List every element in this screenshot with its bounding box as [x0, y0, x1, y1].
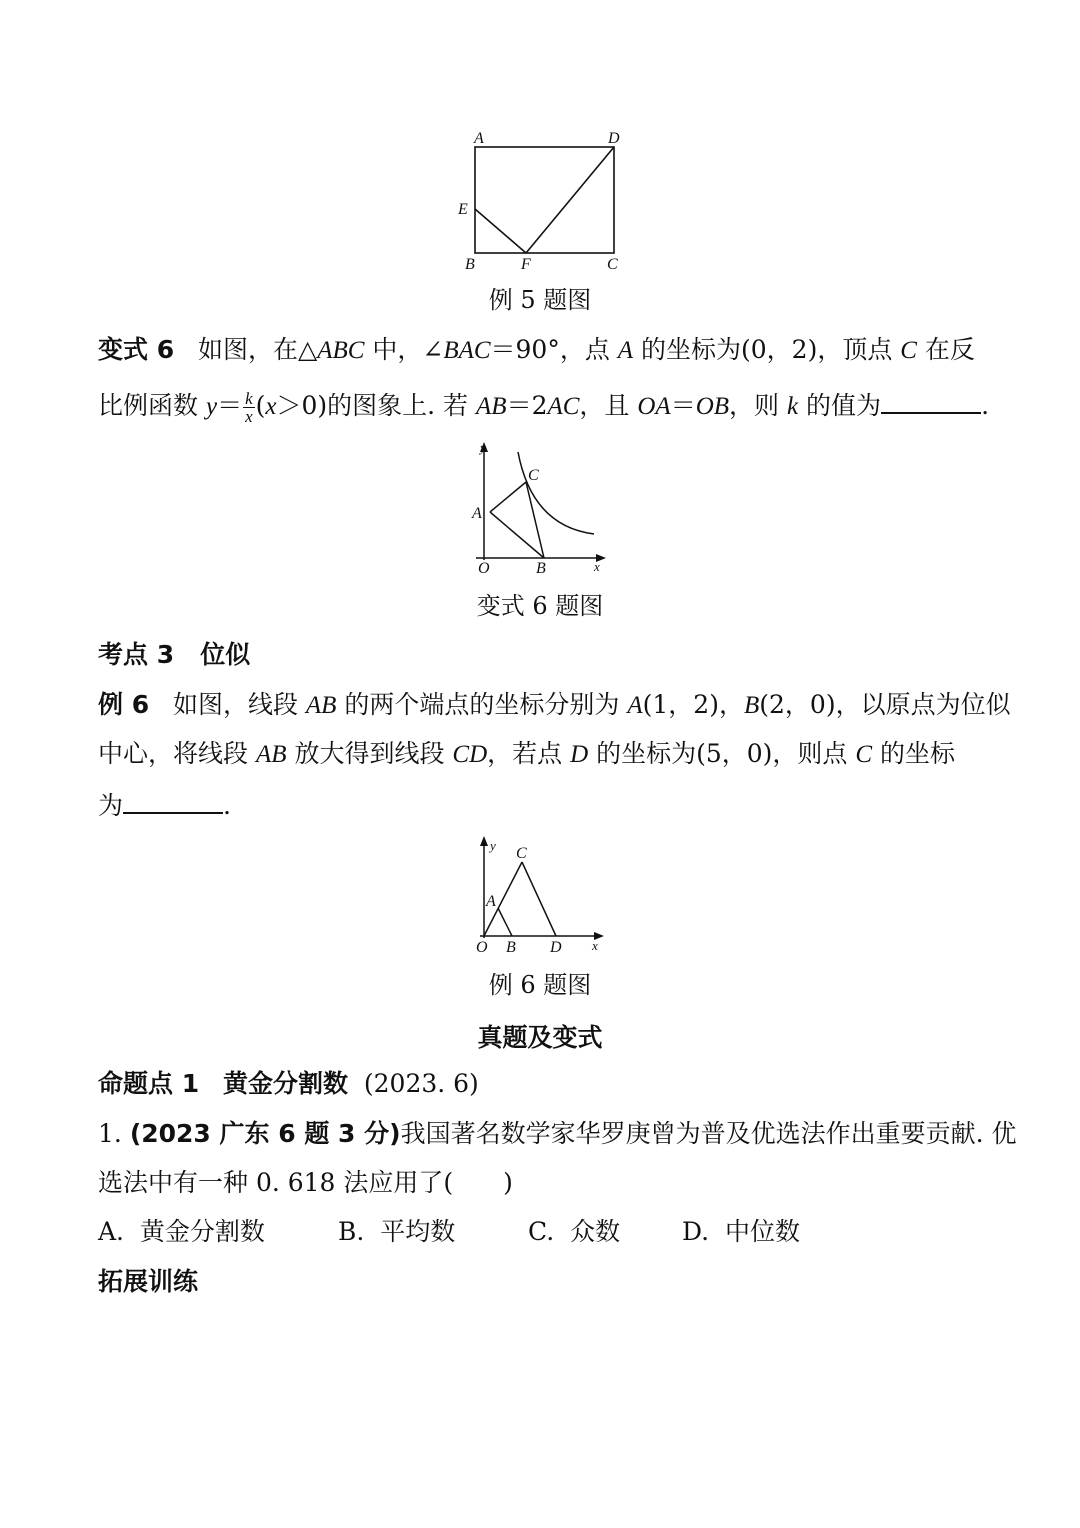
label-e: E: [458, 201, 468, 218]
segment-ab: [498, 908, 512, 936]
text: 放大得到线段: [286, 739, 453, 768]
label-y: y: [490, 838, 496, 853]
rectangle-abcd: [475, 147, 614, 253]
text: k: [787, 393, 799, 420]
text: (: [255, 391, 266, 420]
text: 命题点 1: [98, 1069, 200, 1098]
text: 黄金分割数: [222, 1069, 348, 1098]
label-x: x: [592, 938, 598, 953]
text: A: [627, 692, 643, 719]
text: ＝90°，点: [490, 335, 618, 364]
text: 选法中有一种 0. 618 法应用了( ): [98, 1168, 513, 1197]
text: D.: [682, 1217, 710, 1246]
text: 我国著名数学家华罗庚曾为普及优选法作出重要贡献. 优: [400, 1119, 1017, 1148]
text: D: [570, 741, 589, 768]
segment-cd: [522, 862, 556, 936]
variant6-line2: [98, 386, 989, 425]
label-a: A: [472, 505, 482, 522]
option-a[interactable]: [98, 1215, 265, 1249]
text: C: [900, 337, 917, 364]
fraction-k-over-x: [243, 390, 255, 425]
text: A: [617, 337, 634, 364]
label-b: B: [506, 939, 516, 956]
text: C: [855, 741, 873, 768]
text: 在反: [916, 335, 975, 364]
text: 的坐标为(0，2)，顶点: [633, 335, 901, 364]
question1-line1: [98, 1117, 1016, 1151]
text: 为: [98, 791, 124, 820]
caption-example6: 例 6 题图: [488, 971, 592, 999]
segment-ab: [490, 512, 544, 558]
hyperbola-curve: [518, 452, 594, 534]
question-source: (2023 广东 6 题 3 分): [129, 1119, 401, 1148]
text: 的值为: [798, 391, 882, 420]
option-c[interactable]: [528, 1215, 620, 1249]
text: 位似: [200, 640, 251, 669]
text: 1.: [98, 1119, 130, 1148]
label-c: C: [516, 845, 527, 862]
question1-options: [98, 1215, 998, 1249]
label-b: B: [465, 256, 475, 273]
example6-tag: 例 6: [98, 690, 150, 719]
text: .: [223, 791, 231, 820]
label-f: F: [521, 256, 531, 273]
text: 比例函数: [98, 391, 206, 420]
segment-ef: [475, 209, 526, 253]
text: AB: [255, 741, 287, 768]
text: 如图，线段: [172, 690, 306, 719]
label-c: C: [607, 256, 618, 273]
figure-example6: [470, 832, 610, 960]
text: ，且: [579, 391, 638, 420]
label-a: A: [474, 130, 484, 147]
text: AB: [476, 393, 507, 420]
text: 中位数: [725, 1217, 801, 1246]
topic3-heading: [98, 638, 250, 672]
label-o: O: [478, 560, 490, 577]
text: (2，0)，以原点为位似: [759, 690, 1011, 719]
text: (1，2)，: [642, 690, 744, 719]
text: 如图，在△: [197, 335, 318, 364]
text: .: [981, 391, 990, 420]
text: OA: [637, 393, 671, 420]
text: y: [205, 393, 218, 420]
label-d: D: [608, 130, 620, 147]
option-d[interactable]: [682, 1215, 800, 1249]
text: ＝2: [506, 391, 548, 420]
text: ABC: [317, 337, 365, 364]
text: 黄金分割数: [139, 1217, 265, 1246]
variant6-tag: 变式 6: [98, 335, 175, 364]
text: B.: [338, 1217, 365, 1246]
label-d: D: [550, 939, 562, 956]
option-b[interactable]: [338, 1215, 455, 1249]
y-axis-arrow: [480, 836, 488, 846]
example6-line3: [98, 786, 231, 823]
text: BAC: [443, 337, 491, 364]
text: 的坐标: [872, 739, 956, 768]
text: C.: [528, 1217, 555, 1246]
text: ＞0)的图象上. 若: [276, 391, 477, 420]
text: A.: [98, 1217, 125, 1246]
text: AB: [305, 692, 337, 719]
segment-cb: [526, 482, 544, 558]
question1-line2: [98, 1166, 513, 1200]
text: 考点 3: [98, 640, 175, 669]
example6-line2: [98, 737, 955, 772]
text: 中，∠: [364, 335, 444, 364]
text: 平均数: [380, 1217, 456, 1246]
example6-line1: [98, 688, 1011, 723]
label-c: C: [528, 467, 539, 484]
text: 的两个端点的坐标分别为: [336, 690, 628, 719]
answer-blank[interactable]: [123, 786, 223, 814]
proposition1-heading: [98, 1067, 479, 1101]
text: B: [743, 692, 760, 719]
text: 中心，将线段: [98, 739, 256, 768]
text: k: [245, 389, 253, 408]
variant6-line1: [98, 333, 975, 368]
extension-heading: 拓展训练: [98, 1267, 199, 1296]
text: x: [265, 393, 277, 420]
caption-variant6: 变式 6 题图: [476, 592, 604, 620]
text: 众数: [570, 1217, 621, 1246]
text: ，若点: [487, 739, 571, 768]
label-o: O: [476, 939, 488, 956]
figure-example5: [450, 125, 630, 275]
label-x: x: [594, 559, 600, 574]
text: OB: [695, 393, 730, 420]
section-title: 真题及变式: [477, 1023, 603, 1052]
text: (2023. 6): [363, 1069, 479, 1098]
text: ＝: [217, 391, 243, 420]
answer-blank[interactable]: [881, 386, 981, 414]
label-b: B: [536, 560, 546, 577]
text: AC: [547, 393, 580, 420]
label-a: A: [486, 893, 496, 910]
text: 的坐标为(5，0)，则点: [588, 739, 856, 768]
label-y: y: [480, 440, 486, 455]
caption-example5: 例 5 题图: [488, 286, 592, 314]
segment-fd: [526, 147, 614, 253]
text: ＝: [670, 391, 696, 420]
text: ，则: [729, 391, 787, 420]
figure-variant6: [470, 438, 610, 578]
text: CD: [452, 741, 488, 768]
text: x: [245, 407, 253, 426]
segment-ac: [490, 482, 526, 512]
